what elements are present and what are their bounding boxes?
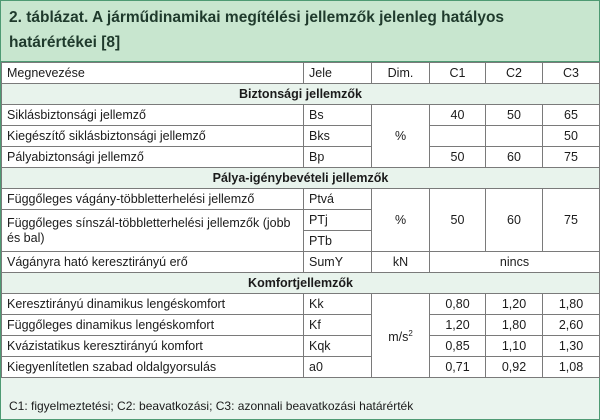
track-c2: 60	[486, 189, 543, 252]
row-c2: 0,92	[486, 357, 543, 378]
row-c1: 1,20	[430, 315, 486, 336]
table-row	[2, 315, 600, 336]
row-c1: 40	[430, 105, 486, 126]
row-symbol: Bs	[304, 105, 372, 126]
row-symbol: Ptvá	[304, 189, 372, 210]
row-c1: 0,85	[430, 336, 486, 357]
row-name: Keresztirányú dinamikus lengéskomfort	[2, 294, 304, 315]
section-title-track: Pálya-igénybevételi jellemzők	[2, 168, 600, 189]
section-title-safety: Biztonsági jellemzők	[2, 84, 600, 105]
header-c2: C2	[486, 63, 543, 84]
row-name: Függőleges vágány-többletterhelési jellemző	[2, 189, 304, 210]
row-c3: 2,60	[543, 315, 600, 336]
table-row	[2, 189, 600, 210]
header-name: Megnevezése	[2, 63, 304, 84]
section-row	[2, 168, 600, 189]
row-c3: 65	[543, 105, 600, 126]
row-symbol: Kf	[304, 315, 372, 336]
row-c3: 1,80	[543, 294, 600, 315]
section-row	[2, 273, 600, 294]
row-c2: 1,10	[486, 336, 543, 357]
row-name: Kvázistatikus keresztirányú komfort	[2, 336, 304, 357]
row-c1: 0,80	[430, 294, 486, 315]
row-name: Kiegészítő siklásbiztonsági jellemző	[2, 126, 304, 147]
track-c3: 75	[543, 189, 600, 252]
header-dim: Dim.	[372, 63, 430, 84]
row-symbol: Bp	[304, 147, 372, 168]
row-name: Siklásbiztonsági jellemző	[2, 105, 304, 126]
row-c2	[486, 126, 543, 147]
table-footnote: C1: figyelmeztetési; C2: beavatkozási; C3: azonnali beavatkozási határérték	[9, 399, 414, 413]
table-row	[2, 147, 600, 168]
lateral-value: nincs	[430, 252, 600, 273]
row-name: Pályabiztonsági jellemző	[2, 147, 304, 168]
table-row	[2, 126, 600, 147]
header-row	[2, 63, 600, 84]
row-c2: 60	[486, 147, 543, 168]
track-dim: %	[372, 189, 430, 252]
row-c1: 0,71	[430, 357, 486, 378]
comfort-dim-exponent: 2	[408, 328, 413, 338]
caption-line-2: határértékei [8]	[9, 34, 121, 51]
row-symbol: PTj	[304, 210, 372, 231]
row-c1	[430, 126, 486, 147]
row-c3: 50	[543, 126, 600, 147]
lateral-dim: kN	[372, 252, 430, 273]
row-symbol: SumY	[304, 252, 372, 273]
row-symbol: Bks	[304, 126, 372, 147]
row-name: Függőleges sínszál-többletterhelési jellemzők (jobb és bal)	[2, 210, 304, 252]
table-row	[2, 294, 600, 315]
caption-line-1: 2. táblázat. A járműdinamikai megítélési jellemzők jelenleg hatályos	[9, 9, 505, 26]
row-name: Függőleges dinamikus lengéskomfort	[2, 315, 304, 336]
limits-table	[1, 62, 600, 378]
row-c2: 1,20	[486, 294, 543, 315]
row-c3: 75	[543, 147, 600, 168]
comfort-dim	[372, 294, 430, 378]
safety-dim: %	[372, 105, 430, 168]
header-c1: C1	[430, 63, 486, 84]
table-row	[2, 252, 600, 273]
row-name: Kiegyenlítetlen szabad oldalgyorsulás	[2, 357, 304, 378]
track-c1: 50	[430, 189, 486, 252]
table-row	[2, 336, 600, 357]
row-name: Vágányra ható keresztirányú erő	[2, 252, 304, 273]
row-symbol-2: PTb	[304, 231, 372, 252]
comfort-dim-base: m/s	[388, 330, 409, 345]
row-c2: 1,80	[486, 315, 543, 336]
table-caption	[1, 1, 599, 62]
header-c3: C3	[543, 63, 600, 84]
row-symbol: a0	[304, 357, 372, 378]
row-symbol: Kk	[304, 294, 372, 315]
section-title-comfort: Komfortjellemzők	[2, 273, 600, 294]
row-symbol: Kqk	[304, 336, 372, 357]
section-row	[2, 84, 600, 105]
table-row	[2, 105, 600, 126]
row-c1: 50	[430, 147, 486, 168]
row-c2: 50	[486, 105, 543, 126]
row-c3: 1,30	[543, 336, 600, 357]
table-row	[2, 357, 600, 378]
header-symbol: Jele	[304, 63, 372, 84]
row-c3: 1,08	[543, 357, 600, 378]
